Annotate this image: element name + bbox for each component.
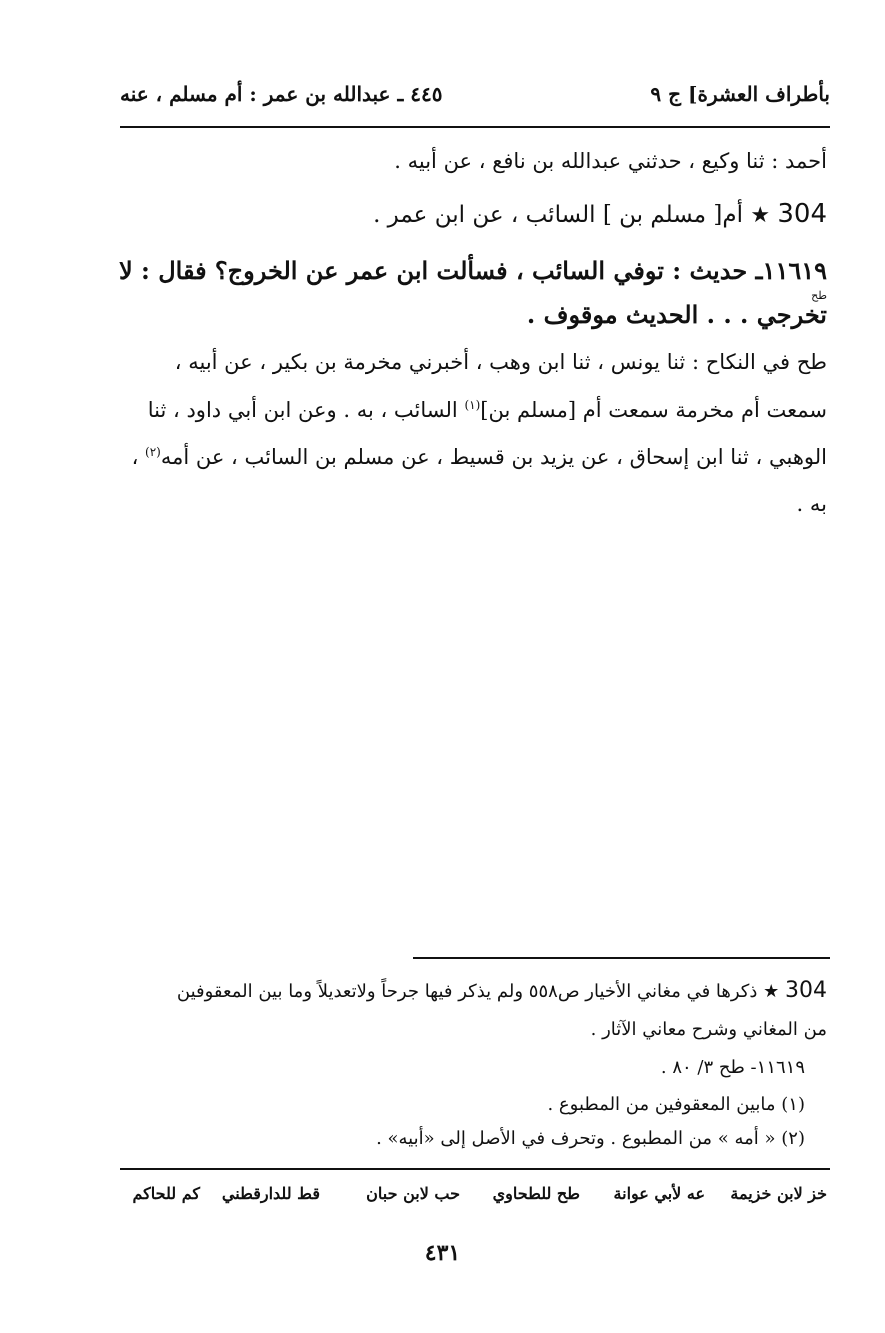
entry-heading xyxy=(373,199,827,229)
abbreviation-item: عه لأبي عوانة xyxy=(613,1184,705,1203)
body-line-5 xyxy=(148,398,827,422)
hadith-heading xyxy=(119,256,827,285)
body-line-5-a: سمعت أم مخرمة سمعت أم [مسلم بن] xyxy=(480,398,827,422)
footnote-2: (٢) « أمه » من المطبوع . وتحرف في الأصل إلى «أبيه» . xyxy=(376,1128,805,1149)
body-line-6-a: الوهبي ، ثنا ابن إسحاق ، عن يزيد بن قسيط ، عن مسلم بن السائب ، عن أمه xyxy=(160,445,827,469)
star-icon: ★ xyxy=(750,203,771,228)
abbreviation-item: حب لابن حبان xyxy=(366,1184,460,1203)
entry-heading-text: أم[ مسلم بن ] السائب ، عن ابن عمر . xyxy=(373,202,743,228)
footnote-ref-2: (٢) xyxy=(145,445,161,459)
hadith-number: ١١٦١٩ xyxy=(762,256,827,285)
footnote-ref-1: (١) xyxy=(464,398,481,412)
abbreviation-item: قط للدارقطني xyxy=(221,1184,320,1203)
body-line-4: طح في النكاح : ثنا يونس ، ثنا ابن وهب ، أخبرني مخرمة بن بكير ، عن أبيه ، xyxy=(174,350,827,374)
abbreviation-item: كم للحاكم xyxy=(132,1184,200,1203)
page-number: ٤٣١ xyxy=(424,1240,461,1266)
running-header-section: ٤٤٥ ـ عبدالله بن عمر : أم مسلم ، عنه xyxy=(120,82,443,106)
source-mark: طح xyxy=(811,289,827,302)
hadith-text: ـ حديث : توفي السائب ، فسألت ابن عمر عن الخروج؟ فقال : لا xyxy=(118,256,763,285)
footnote-entry-continued: من المغاني وشرح معاني الآثار . xyxy=(590,1019,827,1040)
footnote-rule xyxy=(413,957,830,959)
entry-number: 304 xyxy=(777,199,827,229)
body-line-5-b: السائب ، به . وعن ابن أبي داود ، ثنا xyxy=(147,398,465,422)
footnote-entry xyxy=(177,978,827,1003)
header-rule xyxy=(120,126,830,128)
footnote-entry-number: 304 xyxy=(785,978,827,1003)
body-line-1: أحمد : ثنا وكيع ، حدثني عبدالله بن نافع ، عن أبيه . xyxy=(394,149,827,173)
footnote-1: (١) مابين المعقوفين من المطبوع . xyxy=(547,1094,805,1115)
body-line-6 xyxy=(132,445,827,469)
abbreviation-item: خز لابن خزيمة xyxy=(730,1184,827,1203)
abbreviations-rule xyxy=(120,1168,830,1170)
footnote-star-icon: ★ xyxy=(763,981,780,1002)
hadith-text-continued: تخرجي . . . الحديث موقوف . xyxy=(526,300,827,329)
body-line-6-b: ، xyxy=(131,445,146,469)
footnote-entry-text: ذكرها في مغاني الأخيار ص٥٥٨ ولم يذكر فيها جرحاً ولاتعديلاً وما بين المعقوفين xyxy=(176,981,758,1002)
running-header-book: بأطراف العشرة] ج ٩ xyxy=(650,82,830,106)
footnote-hadith-ref: ١١٦١٩- طح ٣/ ٨٠ . xyxy=(660,1057,805,1078)
body-line-7: به . xyxy=(796,492,827,516)
abbreviation-item: طح للطحاوي xyxy=(492,1184,580,1203)
